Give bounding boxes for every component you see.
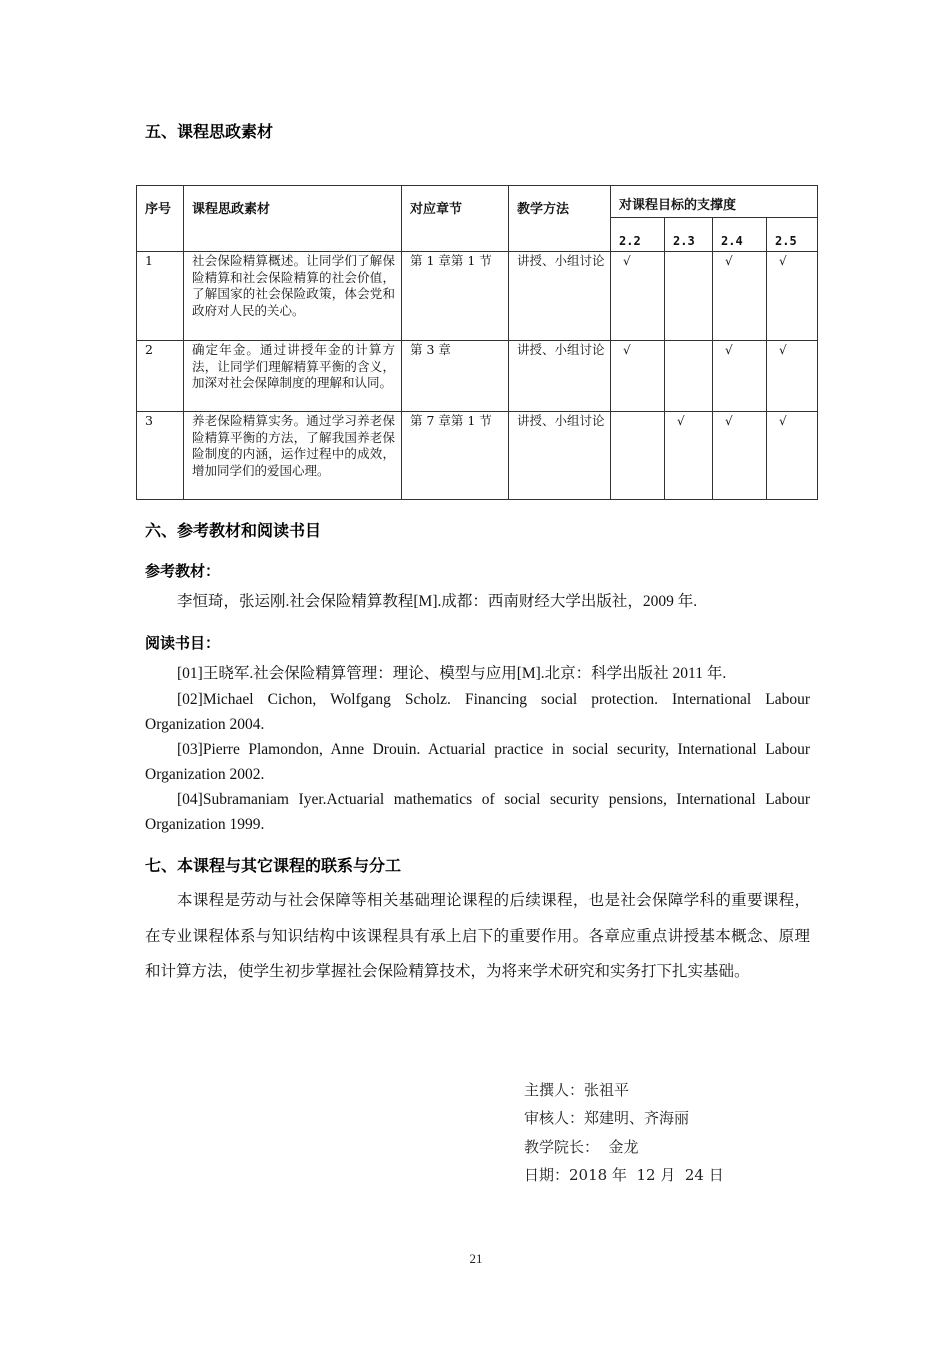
row-method: 讲授、小组讨论 — [509, 412, 611, 500]
row-chapter: 第 7 章第 1 节 — [402, 412, 509, 500]
header-goal: 2.5 — [767, 218, 818, 252]
section-6-title: 六、参考教材和阅读书目 — [145, 521, 322, 540]
reviewer-line: 审核人：郑建明、齐海丽 — [524, 1109, 690, 1127]
reading-item: [03]Pierre Plamondon, Anne Drouin. Actuarial practice in social security, International Labour Organization 2002. — [145, 741, 810, 783]
row-method: 讲授、小组讨论 — [509, 252, 611, 341]
row-check — [611, 412, 665, 500]
section-7-title: 七、本课程与其它课程的联系与分工 — [145, 856, 402, 875]
header-support: 对课程目标的支撑度 — [611, 186, 818, 218]
table-row — [137, 252, 818, 341]
header-chapter: 对应章节 — [402, 186, 509, 252]
header-goal: 2.4 — [713, 218, 767, 252]
row-check — [665, 252, 713, 341]
header-material: 课程思政素材 — [184, 186, 402, 252]
dean-line: 教学院长： 金龙 — [524, 1138, 639, 1156]
reading-item: [02]Michael Cichon, Wolfgang Scholz. Financing social protection. International Labour Organization 2004. — [145, 691, 810, 733]
row-check: √ — [611, 341, 665, 412]
page-number: 21 — [469, 1251, 483, 1266]
textbook-label: 参考教材： — [145, 562, 221, 580]
section-5-title: 五、课程思政素材 — [145, 122, 274, 141]
row-check: √ — [767, 341, 818, 412]
header-method: 教学方法 — [509, 186, 611, 252]
header-goal: 2.2 — [611, 218, 665, 252]
reading-label: 阅读书目： — [145, 634, 221, 652]
reading-item: [04]Subramaniam Iyer.Actuarial mathematics of social security pensions, International Labour Organization 1999. — [145, 791, 810, 833]
author-line: 主撰人：张祖平 — [524, 1081, 630, 1099]
table-row — [137, 341, 818, 412]
header-index: 序号 — [137, 186, 184, 252]
section-7-body: 本课程是劳动与社会保障等相关基础理论课程的后续课程，也是社会保障学科的重要课程，在专业课程体系与知识结构中该课程具有承上启下的重要作用。各章应重点讲授基本概念、原理和计算方法，使学生初步掌握社会保险精算技术，为将来学术研究和实务打下扎实基础。 — [145, 891, 810, 980]
row-material: 养老保险精算实务。通过学习养老保险精算平衡的方法，了解我国养老保险制度的内涵，运作过程中的成效，增加同学们的爱国心理。 — [184, 412, 402, 500]
reading-item: [01]王晓军.社会保险精算管理：理论、模型与应用[M].北京：科学出版社 2011 年. — [177, 665, 727, 682]
header-goal: 2.3 — [665, 218, 713, 252]
row-check — [665, 341, 713, 412]
row-material: 确定年金。通过讲授年金的计算方法，让同学们理解精算平衡的含义，加深对社会保障制度的理解和认同。 — [184, 341, 402, 412]
row-check: √ — [767, 252, 818, 341]
row-check: √ — [713, 252, 767, 341]
row-check: √ — [611, 252, 665, 341]
date-line: 日期：2018 年 12 月 24 日 — [524, 1166, 724, 1184]
ideology-material-table — [136, 185, 818, 500]
table-row — [137, 412, 818, 500]
row-check: √ — [665, 412, 713, 500]
row-chapter: 第 1 章第 1 节 — [402, 252, 509, 341]
row-index: 3 — [137, 412, 184, 500]
row-check: √ — [767, 412, 818, 500]
row-method: 讲授、小组讨论 — [509, 341, 611, 412]
row-chapter: 第 3 章 — [402, 341, 509, 412]
row-index: 1 — [137, 252, 184, 341]
row-check: √ — [713, 412, 767, 500]
row-material: 社会保险精算概述。让同学们了解保险精算和社会保险精算的社会价值，了解国家的社会保险政策，体会党和政府对人民的关心。 — [184, 252, 402, 341]
row-index: 2 — [137, 341, 184, 412]
row-check: √ — [713, 341, 767, 412]
textbook-entry: 李恒琦，张运刚.社会保险精算教程[M].成都：西南财经大学出版社，2009 年. — [177, 593, 698, 610]
